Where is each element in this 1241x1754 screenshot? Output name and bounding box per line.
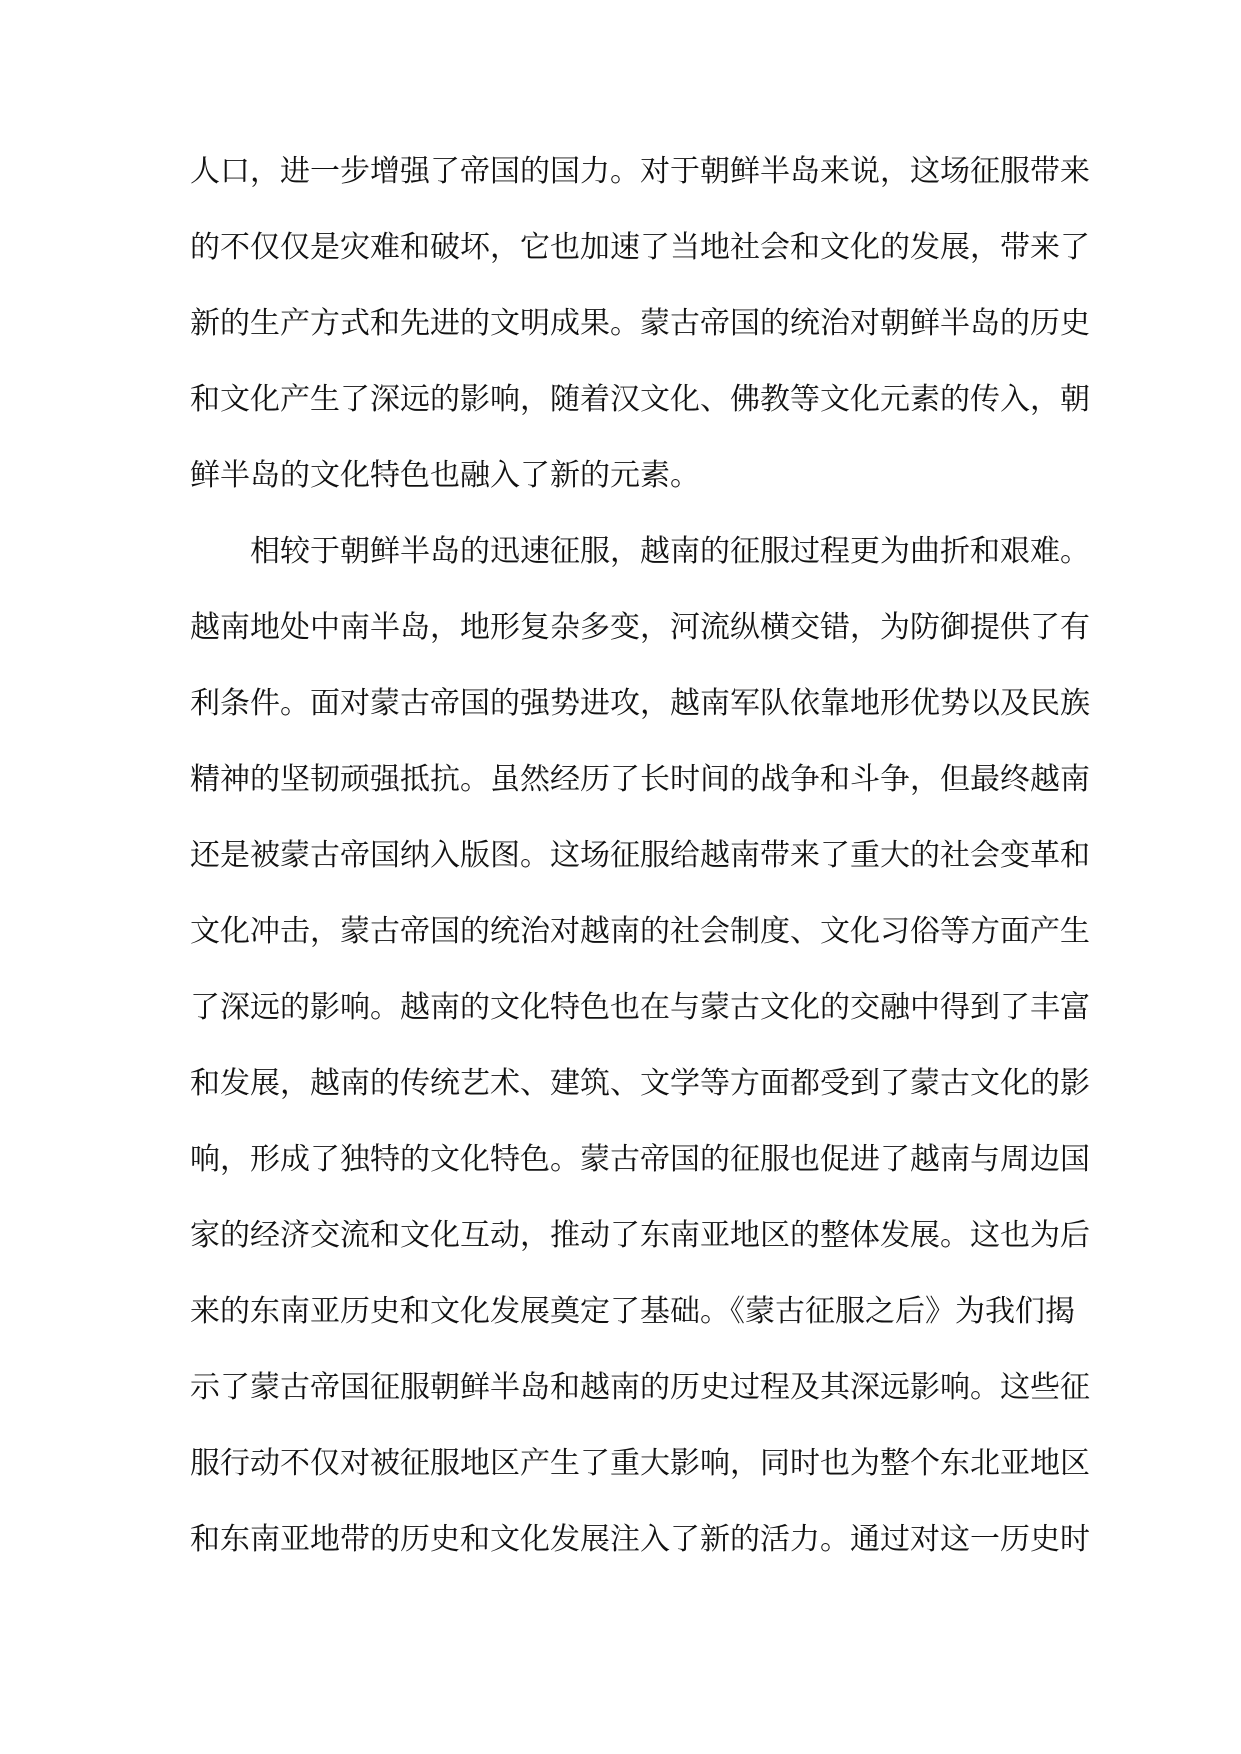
text-line-7: 越南地处中南半岛，地形复杂多变，河流纵横交错，为防御提供了有 (190, 610, 1090, 645)
paragraph-start-line: 相较于朝鲜半岛的迅速征服，越南的征服过程更为曲折和艰难。 (250, 534, 1090, 569)
text-line-2: 的不仅仅是灾难和破坏，它也加速了当地社会和文化的发展，带来了 (190, 230, 1090, 265)
body-text (190, 142, 1090, 1586)
text-line-15: 家的经济交流和文化互动，推动了东南亚地区的整体发展。这也为后 (190, 1218, 1090, 1253)
text-line-12: 了深远的影响。越南的文化特色也在与蒙古文化的交融中得到了丰富 (190, 990, 1090, 1025)
text-line-4: 和文化产生了深远的影响，随着汉文化、佛教等文化元素的传入，朝 (190, 382, 1090, 417)
text-line-8: 利条件。面对蒙古帝国的强势进攻，越南军队依靠地形优势以及民族 (190, 686, 1090, 721)
text-line-3: 新的生产方式和先进的文明成果。蒙古帝国的统治对朝鲜半岛的历史 (190, 306, 1090, 341)
text-line-19: 和东南亚地带的历史和文化发展注入了新的活力。通过对这一历史时 (190, 1522, 1090, 1557)
text-line-13: 和发展，越南的传统艺术、建筑、文学等方面都受到了蒙古文化的影 (190, 1066, 1090, 1101)
text-line-1: 人口，进一步增强了帝国的国力。对于朝鲜半岛来说，这场征服带来 (190, 154, 1090, 189)
text-line-18: 服行动不仅对被征服地区产生了重大影响，同时也为整个东北亚地区 (190, 1446, 1090, 1481)
text-line-10: 还是被蒙古帝国纳入版图。这场征服给越南带来了重大的社会变革和 (190, 838, 1090, 873)
text-line-17: 示了蒙古帝国征服朝鲜半岛和越南的历史过程及其深远影响。这些征 (190, 1370, 1090, 1405)
text-line-9: 精神的坚韧顽强抵抗。虽然经历了长时间的战争和斗争，但最终越南 (190, 762, 1090, 797)
text-line-16: 来的东南亚历史和文化发展奠定了基础。《蒙古征服之后》为我们揭 (190, 1294, 1075, 1329)
text-line-11: 文化冲击，蒙古帝国的统治对越南的社会制度、文化习俗等方面产生 (190, 914, 1090, 949)
text-line-14: 响，形成了独特的文化特色。蒙古帝国的征服也促进了越南与周边国 (190, 1142, 1090, 1177)
text-line-5: 鲜半岛的文化特色也融入了新的元素。 (190, 458, 700, 493)
